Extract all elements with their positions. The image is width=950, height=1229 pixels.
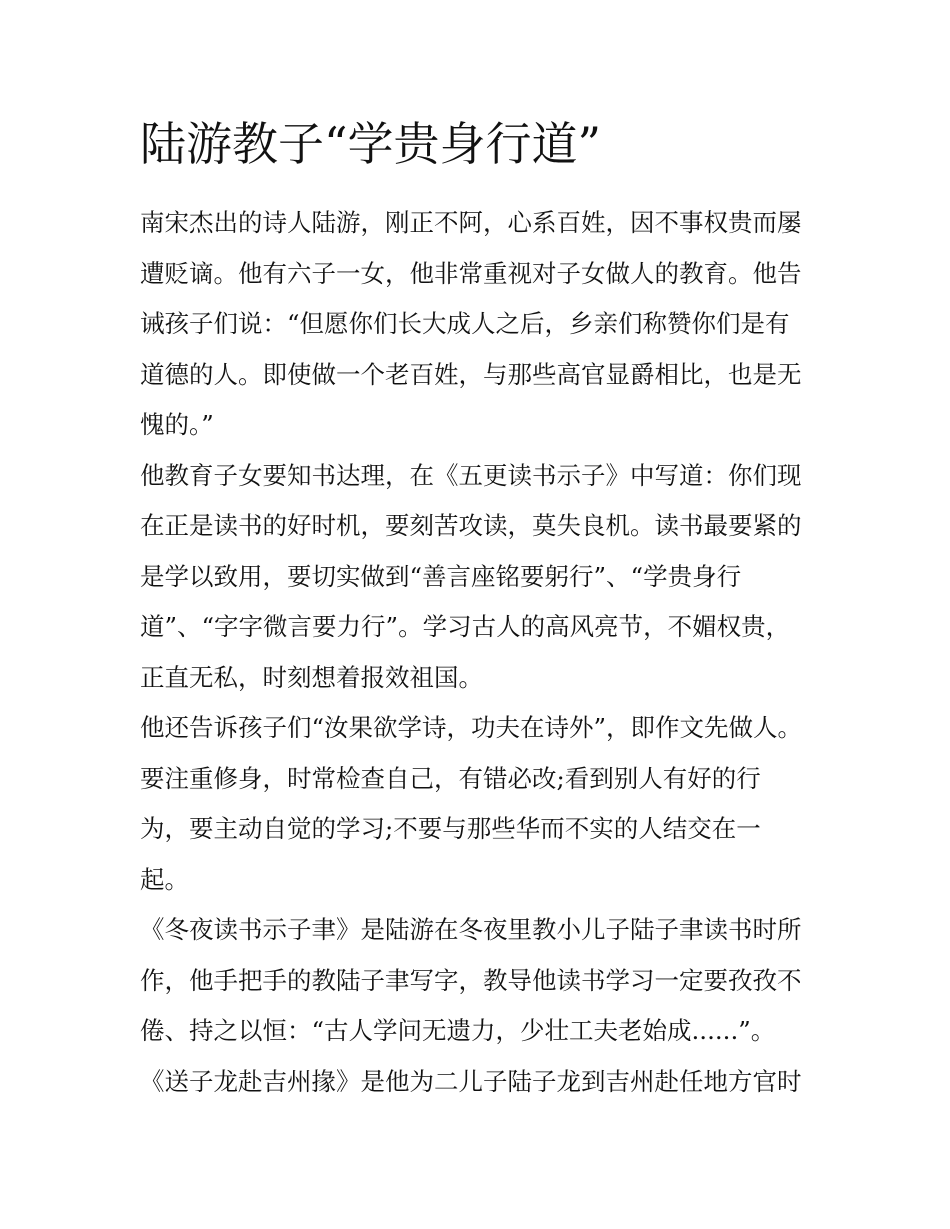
document-page bbox=[140, 112, 820, 1107]
text-line: 他还告诉孩子们“汝果欲学诗，功夫在诗外”，即作文先做人。 bbox=[140, 713, 803, 742]
paragraph-5 bbox=[140, 1057, 820, 1108]
text-line: 他教育子女要知书达理，在《五更读书示子》中写道：你们现 bbox=[140, 460, 802, 490]
text-line: 道德的人。即使做一个老百姓，与那些高官显爵相比，也是无 bbox=[140, 359, 802, 389]
text-line: 是学以致用，要切实做到“善言座铭要躬行”、“学贵身行 bbox=[140, 561, 742, 591]
text-line: 诫孩子们说：“但愿你们长大成人之后，乡亲们称赞你们是有 bbox=[140, 309, 790, 338]
text-line: 作，他手把手的教陆子聿写字，教导他读书学习一定要孜孜不 bbox=[140, 965, 802, 995]
text-line: 愧的。” bbox=[140, 410, 214, 439]
text-line: 正直无私，时刻想着报效祖国。 bbox=[140, 662, 483, 692]
text-line: 遭贬谪。他有六子一女，他非常重视对子女做人的教育。他告 bbox=[140, 258, 802, 288]
text-line: 起。 bbox=[140, 864, 189, 894]
text-line: 倦、持之以恒：“古人学问无遗力，少壮工夫老始成......”。 bbox=[140, 1016, 776, 1045]
paragraph-1 bbox=[140, 198, 820, 451]
text-line: 道”、“字字微言要力行”。学习古人的高风亮节，不媚权贵， bbox=[140, 612, 791, 641]
text-line: 在正是读书的好时机，要刻苦攻读，莫失良机。读书最要紧的 bbox=[140, 511, 802, 540]
document-title: 陆游教子“学贵身行道” bbox=[140, 117, 602, 171]
text-line: 《送子龙赴吉州掾》是他为二儿子陆子龙到吉州赴任地方官时 bbox=[140, 1066, 802, 1096]
paragraph-4 bbox=[140, 905, 820, 1057]
text-line: 要注重修身，时常检查自己，有错必改;看到别人有好的行 bbox=[140, 763, 761, 793]
text-line: 南宋杰出的诗人陆游，刚正不阿，心系百姓，因不事权贵而屡 bbox=[140, 208, 802, 237]
text-line: 为，要主动自觉的学习;不要与那些华而不实的人结交在一 bbox=[140, 814, 761, 843]
paragraph-3 bbox=[140, 703, 820, 905]
paragraph-2 bbox=[140, 451, 820, 704]
text-line: 《冬夜读书示子聿》是陆游在冬夜里教小儿子陆子聿读书时所 bbox=[140, 915, 802, 944]
